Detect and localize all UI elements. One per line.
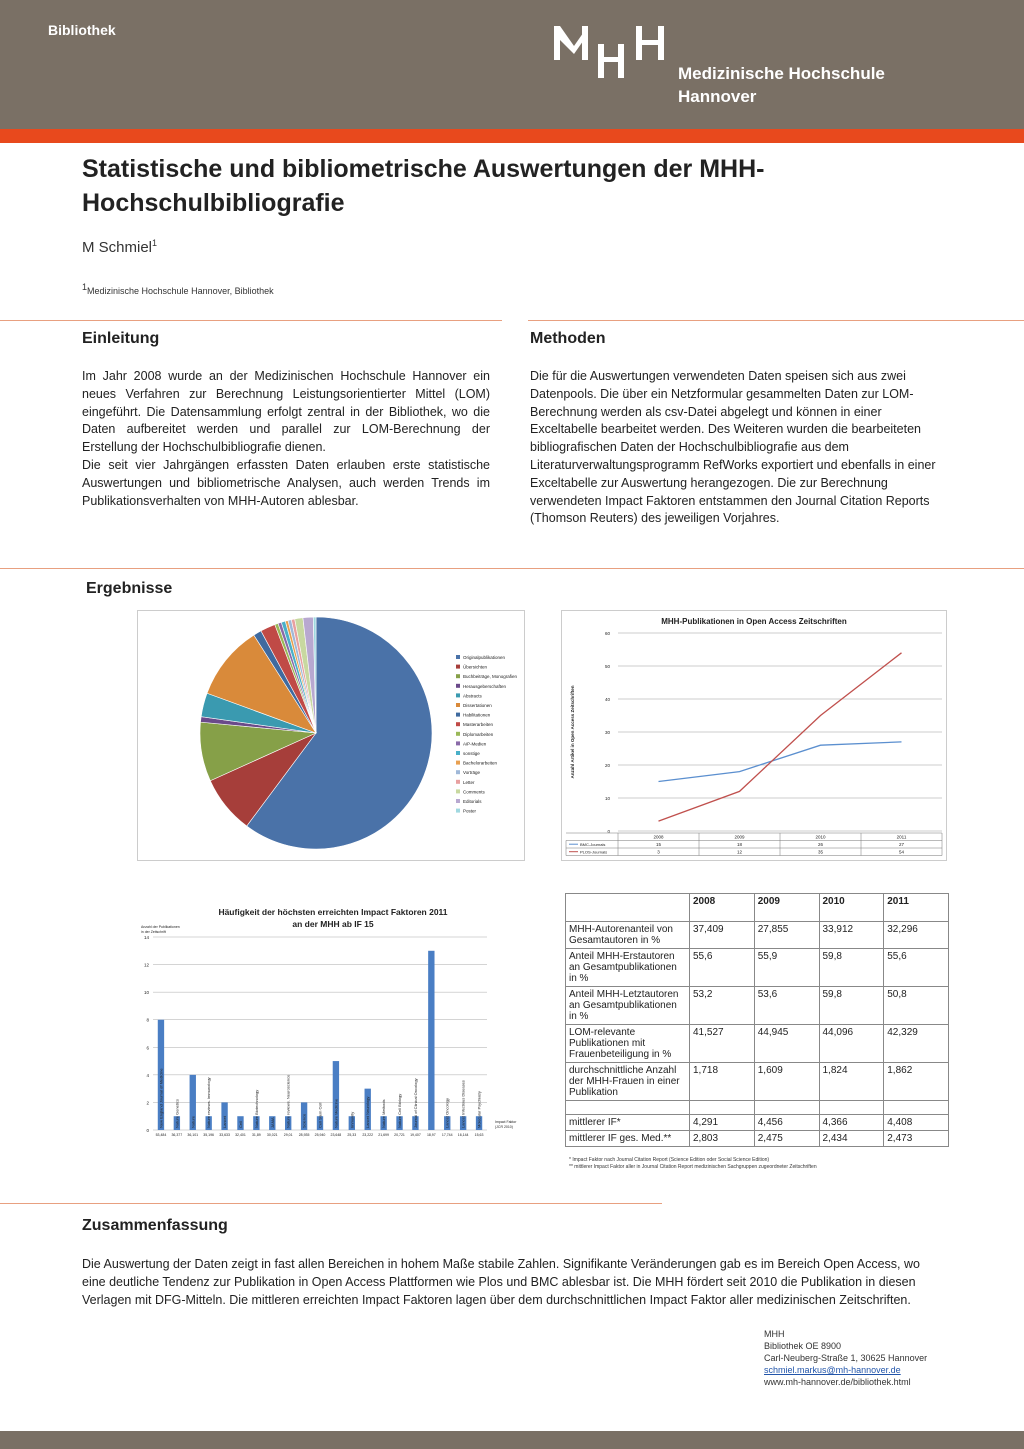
x-tick-label: 25,33 bbox=[347, 1133, 357, 1137]
table-row bbox=[566, 1063, 949, 1101]
legend-swatch bbox=[456, 655, 460, 659]
x-tick-label: 30,021 bbox=[266, 1133, 278, 1137]
bar-label: Nature reviews. Neuroscience bbox=[285, 1074, 291, 1128]
table-cell: 44,096 bbox=[819, 1025, 884, 1063]
table-cell: 2,803 bbox=[690, 1131, 755, 1147]
x-tick-label: 16,144 bbox=[457, 1133, 469, 1137]
bar-label: Immunity bbox=[349, 1111, 355, 1128]
legend-label: Letter bbox=[463, 779, 475, 785]
poster-title: Statistische und bibliometrische Auswertungen der MHH-Hochschulbibliografie bbox=[82, 155, 765, 217]
y-tick-label: 20 bbox=[604, 763, 610, 768]
legend-label: Originalpublikationen bbox=[463, 655, 506, 660]
affiliation-text: Medizinische Hochschule Hannover, Bibliothek bbox=[87, 286, 274, 296]
table-cell: 4,408 bbox=[884, 1115, 949, 1131]
legend-label: Comments bbox=[463, 789, 485, 795]
legend-swatch bbox=[456, 684, 460, 688]
statistics-table bbox=[565, 893, 949, 1147]
table-cell: 1,862 bbox=[884, 1063, 949, 1101]
contact-dept: Bibliothek OE 8900 bbox=[764, 1341, 842, 1351]
zusammenfassung-text: Die Auswertung der Daten zeigt in fast allen Bereichen in hohem Maße stabile Zahlen. Signifikante Veränderungen gab es im Bereich Open Access, wo eine deutliche Tendenz zur Publikation in Open Access Plattformen wie Plos und BMC ablesbar ist. Die MHH fördert seit 2010 die Publikation in diesen Verlagen mit DFG-Mitteln. Die mittleren erreichten Impact Faktoren lagen über dem durchschnittlichen Impact Faktor aller medizinischen Zeitschriften. bbox=[82, 1257, 920, 1307]
footer-bar bbox=[0, 1431, 1024, 1449]
data-label: 3 bbox=[657, 849, 660, 855]
data-label: 15 bbox=[655, 842, 662, 847]
accent-bar bbox=[0, 129, 1024, 143]
affiliation-sup: 1 bbox=[82, 282, 88, 292]
author bbox=[82, 238, 157, 256]
table-row bbox=[566, 922, 949, 949]
einleitung-text bbox=[82, 368, 490, 510]
table-cell: 50,8 bbox=[884, 987, 949, 1025]
legend-swatch bbox=[456, 665, 460, 669]
x-tick-label: 23,222 bbox=[362, 1133, 374, 1137]
table-note2: ** mittlerer Impact Faktor aller in Journal Citation Report medizinischen Sachgruppen zugeordneter Zeitschriften bbox=[569, 1164, 817, 1170]
bar-label: New England Journal of Medicine bbox=[158, 1068, 164, 1128]
table-cell: 55,6 bbox=[690, 949, 755, 987]
bar-label: Lancet bbox=[222, 1115, 228, 1128]
data-label: 18 bbox=[736, 842, 743, 847]
table-row-label: mittlerer IF ges. Med.** bbox=[566, 1131, 690, 1147]
bar-label: Nature reviews. Immunology bbox=[206, 1077, 212, 1128]
contact-org: MHH bbox=[764, 1329, 785, 1339]
x-tick-label: 36,377 bbox=[171, 1133, 183, 1137]
table-cell: 4,366 bbox=[819, 1115, 884, 1131]
x-tick-label: 15,63 bbox=[474, 1133, 484, 1137]
legend-label: Habilitationen bbox=[463, 712, 491, 718]
table-row-label: Anteil MHH-Letztautoren an Gesamtpublikationen in % bbox=[566, 987, 690, 1025]
table-cell: 44,945 bbox=[754, 1025, 819, 1063]
author-sup: 1 bbox=[152, 238, 158, 248]
data-label: 27 bbox=[898, 842, 905, 847]
legend-swatch bbox=[456, 713, 460, 717]
legend-label: Herausgeberschaften bbox=[463, 683, 507, 689]
table-cell: 59,8 bbox=[819, 987, 884, 1025]
table-year-header: 2009 bbox=[754, 894, 819, 922]
bar-label: Lancet Infectious Diseases bbox=[460, 1080, 466, 1128]
series-line bbox=[659, 742, 902, 782]
table-cell: 1,609 bbox=[754, 1063, 819, 1101]
legend-swatch bbox=[456, 780, 460, 784]
institution-line2: Hannover bbox=[678, 87, 757, 106]
bar-label: Nature Cell Biology bbox=[397, 1093, 403, 1128]
contact-block bbox=[764, 1328, 927, 1388]
legend-label: PLOS-Journals bbox=[580, 849, 608, 855]
y-tick-label: 10 bbox=[143, 990, 149, 996]
x-axis-label: Impact Faktor bbox=[495, 1120, 517, 1124]
heading-zusammenfassung: Zusammenfassung bbox=[82, 1217, 228, 1234]
bar-label: Cell bbox=[237, 1121, 243, 1128]
y-axis-label: Anzahl Artikel in Open Access Zeitschriften bbox=[570, 685, 575, 779]
legend-swatch bbox=[456, 751, 460, 755]
y-tick-label: 30 bbox=[604, 730, 610, 735]
x-tick-label: 2008 bbox=[653, 834, 664, 840]
y-tick-label: 50 bbox=[604, 664, 610, 669]
heading-ergebnisse: Ergebnisse bbox=[86, 580, 173, 597]
series-line bbox=[659, 653, 902, 821]
table-cell bbox=[819, 1101, 884, 1115]
table-cell: 4,456 bbox=[754, 1115, 819, 1131]
table-row bbox=[566, 1131, 949, 1147]
table-cell: 32,296 bbox=[884, 922, 949, 949]
table-row bbox=[566, 987, 949, 1025]
legend-swatch bbox=[456, 703, 460, 707]
data-label: 35 bbox=[817, 849, 824, 855]
bar-chart bbox=[137, 897, 525, 1142]
x-tick-label: 23,648 bbox=[330, 1133, 342, 1137]
contact-web: www.mh-hannover.de/bibliothek.html bbox=[764, 1377, 911, 1387]
bar-label: Cell Stem Cell bbox=[317, 1102, 323, 1128]
legend-label: Vorträge bbox=[463, 770, 481, 776]
table-row-label: durchschnittliche Anzahl der MHH-Frauen in einer Publikation bbox=[566, 1063, 690, 1101]
legend-swatch bbox=[456, 674, 460, 678]
legend-label: Übersichten bbox=[463, 664, 488, 670]
y-tick-label: 2 bbox=[146, 1100, 149, 1106]
x-tick-label: 21,699 bbox=[378, 1133, 389, 1137]
bar-label: Lancet Neurology bbox=[365, 1096, 371, 1128]
y-tick-label: 0 bbox=[607, 829, 610, 834]
y-tick-label: 8 bbox=[146, 1017, 149, 1023]
pie-chart bbox=[138, 611, 524, 860]
y-tick-label: 12 bbox=[143, 962, 149, 968]
table-footnotes bbox=[569, 1157, 817, 1171]
table-row-label: Anteil MHH-Erstautoren an Gesamtpublikationen in % bbox=[566, 949, 690, 987]
heading-methoden: Methoden bbox=[530, 330, 606, 347]
table-cell bbox=[690, 1101, 755, 1115]
table-cell bbox=[566, 1101, 690, 1115]
legend-label: AiP-Medien bbox=[463, 741, 487, 747]
table-cell: 1,718 bbox=[690, 1063, 755, 1101]
legend-label: Bachelorarbeiten bbox=[463, 760, 498, 766]
y-tick-label: 0 bbox=[146, 1128, 149, 1133]
legend-label: Poster bbox=[463, 808, 477, 814]
legend-swatch bbox=[456, 770, 460, 774]
chart-title: Häufigkeit der höchsten erreichten Impact Faktoren 2011 bbox=[218, 907, 448, 917]
y-axis-label: Anzahl der Publikationen bbox=[141, 925, 180, 929]
x-tick-label: 32,401 bbox=[235, 1133, 246, 1137]
table-row bbox=[566, 949, 949, 987]
legend-swatch bbox=[456, 722, 460, 726]
table-cell: 4,291 bbox=[690, 1115, 755, 1131]
header-banner bbox=[0, 0, 1024, 129]
table-cell: 33,912 bbox=[819, 922, 884, 949]
contact-address: Carl-Neuberg-Straße 1, 30625 Hannover bbox=[764, 1353, 928, 1363]
x-tick-label: 36,101 bbox=[187, 1133, 199, 1137]
chart-title: an der MHH ab IF 15 bbox=[292, 919, 374, 929]
table-corner-cell bbox=[566, 894, 690, 922]
x-tick-label: 31,89 bbox=[251, 1133, 261, 1137]
x-tick-label: 25,940 bbox=[314, 1133, 326, 1137]
table-row-label: mittlerer IF* bbox=[566, 1115, 690, 1131]
y-tick-label: 40 bbox=[604, 697, 610, 702]
legend-label: BMC-Journals bbox=[580, 842, 606, 847]
x-axis-label: (JCR 2010) bbox=[495, 1125, 513, 1129]
divider bbox=[528, 320, 1024, 321]
x-tick-label: 17,744 bbox=[441, 1133, 453, 1137]
table-spacer-row bbox=[566, 1101, 949, 1115]
line-chart-panel bbox=[561, 610, 947, 861]
bar bbox=[428, 951, 434, 1130]
legend-label: Editorials bbox=[463, 799, 482, 804]
pie-chart-panel bbox=[137, 610, 525, 861]
table-cell bbox=[884, 1101, 949, 1115]
table-cell: 2,434 bbox=[819, 1131, 884, 1147]
affiliation bbox=[82, 282, 274, 296]
legend-label: Abstracts bbox=[463, 693, 482, 699]
table-cell: 55,9 bbox=[754, 949, 819, 987]
data-label: 54 bbox=[898, 849, 905, 855]
x-tick-label: 2011 bbox=[896, 834, 907, 840]
bar-label: Molecular Psychiatry bbox=[476, 1091, 482, 1128]
einleitung-p2: Die seit vier Jahrgängen erfassten Daten erlauben erste statistische Auswertungen und bibliometrische Analysen, auch werden Trends im Publikationsverhalten von MHH-Autoren ablesbar. bbox=[82, 457, 490, 508]
author-name: M Schmiel bbox=[82, 239, 153, 256]
y-axis-label: in der Zeitschrift bbox=[141, 930, 166, 934]
y-tick-label: 10 bbox=[604, 796, 610, 801]
legend-swatch bbox=[456, 732, 460, 736]
divider bbox=[0, 320, 502, 321]
legend-label: Diplomarbeiten bbox=[463, 731, 494, 737]
x-tick-label: 35,196 bbox=[203, 1133, 215, 1137]
table-cell: 59,8 bbox=[819, 949, 884, 987]
x-tick-label: 53,484 bbox=[155, 1133, 167, 1137]
institution-line1: Medizinische Hochschule bbox=[678, 64, 885, 83]
table-cell bbox=[754, 1101, 819, 1115]
table-year-header: 2010 bbox=[819, 894, 884, 922]
legend-swatch bbox=[456, 789, 460, 793]
legend-label: Dissertationen bbox=[463, 703, 492, 708]
legend-swatch bbox=[456, 741, 460, 745]
line-chart bbox=[562, 611, 946, 860]
y-tick-label: 14 bbox=[143, 935, 149, 940]
institution-name bbox=[678, 62, 885, 108]
table-cell: 41,527 bbox=[690, 1025, 755, 1063]
table-header-row bbox=[566, 894, 949, 922]
x-tick-label: 2009 bbox=[734, 834, 745, 840]
library-label: Bibliothek bbox=[48, 22, 116, 38]
x-tick-label: 2010 bbox=[815, 834, 826, 840]
table-cell: 53,6 bbox=[754, 987, 819, 1025]
data-label: 26 bbox=[817, 842, 824, 847]
bar-label: JAMA bbox=[269, 1117, 275, 1128]
table-cell: 37,409 bbox=[690, 922, 755, 949]
legend-swatch bbox=[456, 799, 460, 803]
table-cell: 1,824 bbox=[819, 1063, 884, 1101]
table-year-header: 2008 bbox=[690, 894, 755, 922]
table-row-label: LOM-relevante Publikationen mit Frauenbeteiligung in % bbox=[566, 1025, 690, 1063]
table-note1: * Impact Faktor nach Journal Citation Report (Science Edition oder Social Science Edition) bbox=[569, 1157, 770, 1163]
table-row bbox=[566, 1115, 949, 1131]
bar-label: Nature Methods bbox=[381, 1099, 387, 1128]
data-label: 12 bbox=[736, 849, 743, 855]
table-cell: 2,473 bbox=[884, 1131, 949, 1147]
methoden-text: Die für die Auswertungen verwendeten Daten speisen sich aus zwei Datenpools. Die über ein Netzformular gesammelten Daten zur LOM-Berechnung werden als csv-Datei abgelegt und können in einer Exceltabelle bearbeitet werden. Des Weiteren wurden die bearbeiteten bibliografischen Daten der Hochschulbibliografie aus dem Literaturverwaltungsprogramm RefWorks exportiert und ebenfalls in einer Exceltabelle zur Auswertung herangezogen. Die zur Berechnung verwendeten Impact Faktoren entstammen den Journal Citation Reports (Thomson Reuters) des jeweiligen Vorjahres. bbox=[530, 369, 936, 526]
bar-label: Nature Biotechnology bbox=[253, 1089, 259, 1128]
bar-label: Science bbox=[301, 1113, 307, 1128]
x-tick-label: 33,633 bbox=[219, 1133, 230, 1137]
x-tick-label: 29,01 bbox=[283, 1133, 293, 1137]
table-year-header: 2011 bbox=[884, 894, 949, 922]
legend-swatch bbox=[456, 809, 460, 813]
heading-einleitung: Einleitung bbox=[82, 330, 160, 347]
y-tick-label: 60 bbox=[604, 631, 610, 636]
divider bbox=[0, 568, 1024, 569]
bar-label: Journal of Clinical Oncology bbox=[412, 1078, 418, 1128]
table-cell: 55,6 bbox=[884, 949, 949, 987]
y-tick-label: 6 bbox=[146, 1045, 149, 1051]
table-cell: 53,2 bbox=[690, 987, 755, 1025]
table-cell: 27,855 bbox=[754, 922, 819, 949]
chart-title: MHH-Publikationen in Open Access Zeitschriften bbox=[661, 617, 847, 626]
contact-email-link[interactable]: schmiel.markus@mh-hannover.de bbox=[764, 1365, 901, 1375]
table-cell: 2,475 bbox=[754, 1131, 819, 1147]
divider bbox=[0, 1203, 662, 1204]
table-cell: 42,329 bbox=[884, 1025, 949, 1063]
bar-label: Nature Genetics bbox=[174, 1099, 180, 1128]
table-row-label: MHH-Autorenanteil von Gesamtautoren in % bbox=[566, 922, 690, 949]
mhh-logo bbox=[552, 22, 668, 80]
legend-swatch bbox=[456, 693, 460, 697]
bar-label: Nature bbox=[190, 1115, 196, 1128]
legend-label: Masterarbeiten bbox=[463, 722, 494, 728]
y-tick-label: 4 bbox=[146, 1072, 149, 1078]
table-row bbox=[566, 1025, 949, 1063]
x-tick-label: 18,97 bbox=[426, 1133, 436, 1137]
einleitung-p1: Im Jahr 2008 wurde an der Medizinischen Hochschule Hannover ein neues Verfahren zur Berechnung Leistungsorientierter Mittel (LOM) eingeführt. Die Datensammlung erfolgt zentral in der Bibliothek, wo die Daten aufbereitet werden und parallel zur LOM-Berechnung der Erstellung der Hochschulbibliografie dienen. bbox=[82, 369, 490, 455]
bar-label: Lancet Oncology bbox=[444, 1097, 450, 1128]
legend-swatch bbox=[456, 761, 460, 765]
x-tick-label: 28,935 bbox=[298, 1133, 310, 1137]
bar-label: Nature Medicine bbox=[333, 1098, 339, 1128]
legend-label: Buchbeiträge, Monografien bbox=[463, 674, 518, 680]
legend-label: sonstige bbox=[463, 751, 480, 756]
x-tick-label: 20,721 bbox=[394, 1133, 405, 1137]
x-tick-label: 19,407 bbox=[410, 1133, 421, 1137]
